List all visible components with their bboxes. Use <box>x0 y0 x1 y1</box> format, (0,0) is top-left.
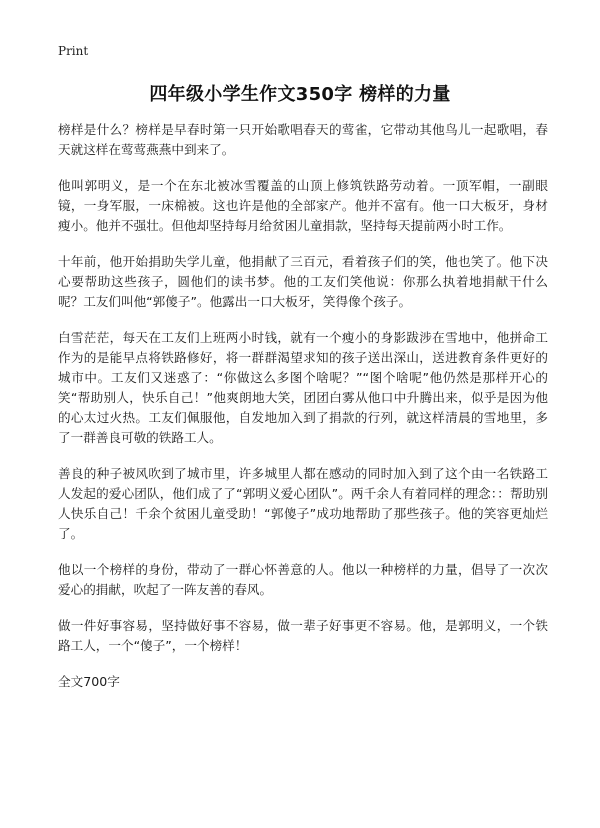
paragraph-3: 十年前，他开始捐助失学儿童，他捐献了三百元，看着孩子们的笑，他也笑了。他下决心要帮助这些孩子，圆他们的读书梦。他的工友们笑他说：你那么执着地捐献干什么呢？工友们叫他“郭傻子”。他露出一口大板牙，笑得像个孩子。 <box>58 254 548 309</box>
paragraph-2: 他叫郭明义，是一个在东北被冰雪覆盖的山顶上修筑铁路劳动着。一顶军帽，一副眼镜，一身军服，一床棉被。这也许是他的全部家产。他并不富有。他一口大板牙，身材瘦小。他并不强壮。但他却坚持每月给贫困儿童捐款，坚持每天提前两小时工作。 <box>58 178 548 233</box>
paragraph-4: 白雪茫茫，每天在工友们上班两小时钱，就有一个瘦小的身影跋涉在雪地中，他拼命工作为的是能早点将铁路修好，将一群群渴望求知的孩子送出深山，送进教育条件更好的城市中。工友们又迷惑了：“你做这么多图个啥呢？”“图个啥呢”他仍然是那样开心的笑“帮助别人，快乐自己！”他爽朗地大笑，团团白雾从他口中升腾出来，似乎是因为他的心太过火热。工友们佩服他，自发地加入到了捐款的行列，就这样清晨的雪地里，多了一群善良可敬的铁路工人。 <box>58 330 548 445</box>
page-title: 四年级小学生作文350字 榜样的力量 <box>149 84 451 105</box>
word-count: 全文700字 <box>58 674 120 689</box>
print-link[interactable]: Print <box>58 44 89 58</box>
paragraph-5: 善良的种子被风吹到了城市里，许多城里人都在感动的同时加入到了这个由一名铁路工人发起的爱心团队，他们成了了“郭明义爱心团队”。两千余人有着同样的理念：：帮助别人快乐自己！千余个贫困儿童受助！“郭傻子”成功地帮助了那些孩子。他的笑容更灿烂了。 <box>58 466 548 541</box>
paragraph-6: 他以一个榜样的身份，带动了一群心怀善意的人。他以一种榜样的力量，倡导了一次次爱心的捐献，吹起了一阵友善的春风。 <box>58 562 548 597</box>
article-body <box>58 120 548 692</box>
paragraph-1: 榜样是什么？榜样是早春时第一只开始歌唱春天的莺雀，它带动其他鸟儿一起歌唱，春天就这样在莺莺燕燕中到来了。 <box>58 122 548 157</box>
paragraph-7: 做一件好事容易，坚持做好事不容易，做一辈子好事更不容易。他，是郭明义，一个铁路工人，一个“傻子”，一个榜样！ <box>58 618 548 653</box>
